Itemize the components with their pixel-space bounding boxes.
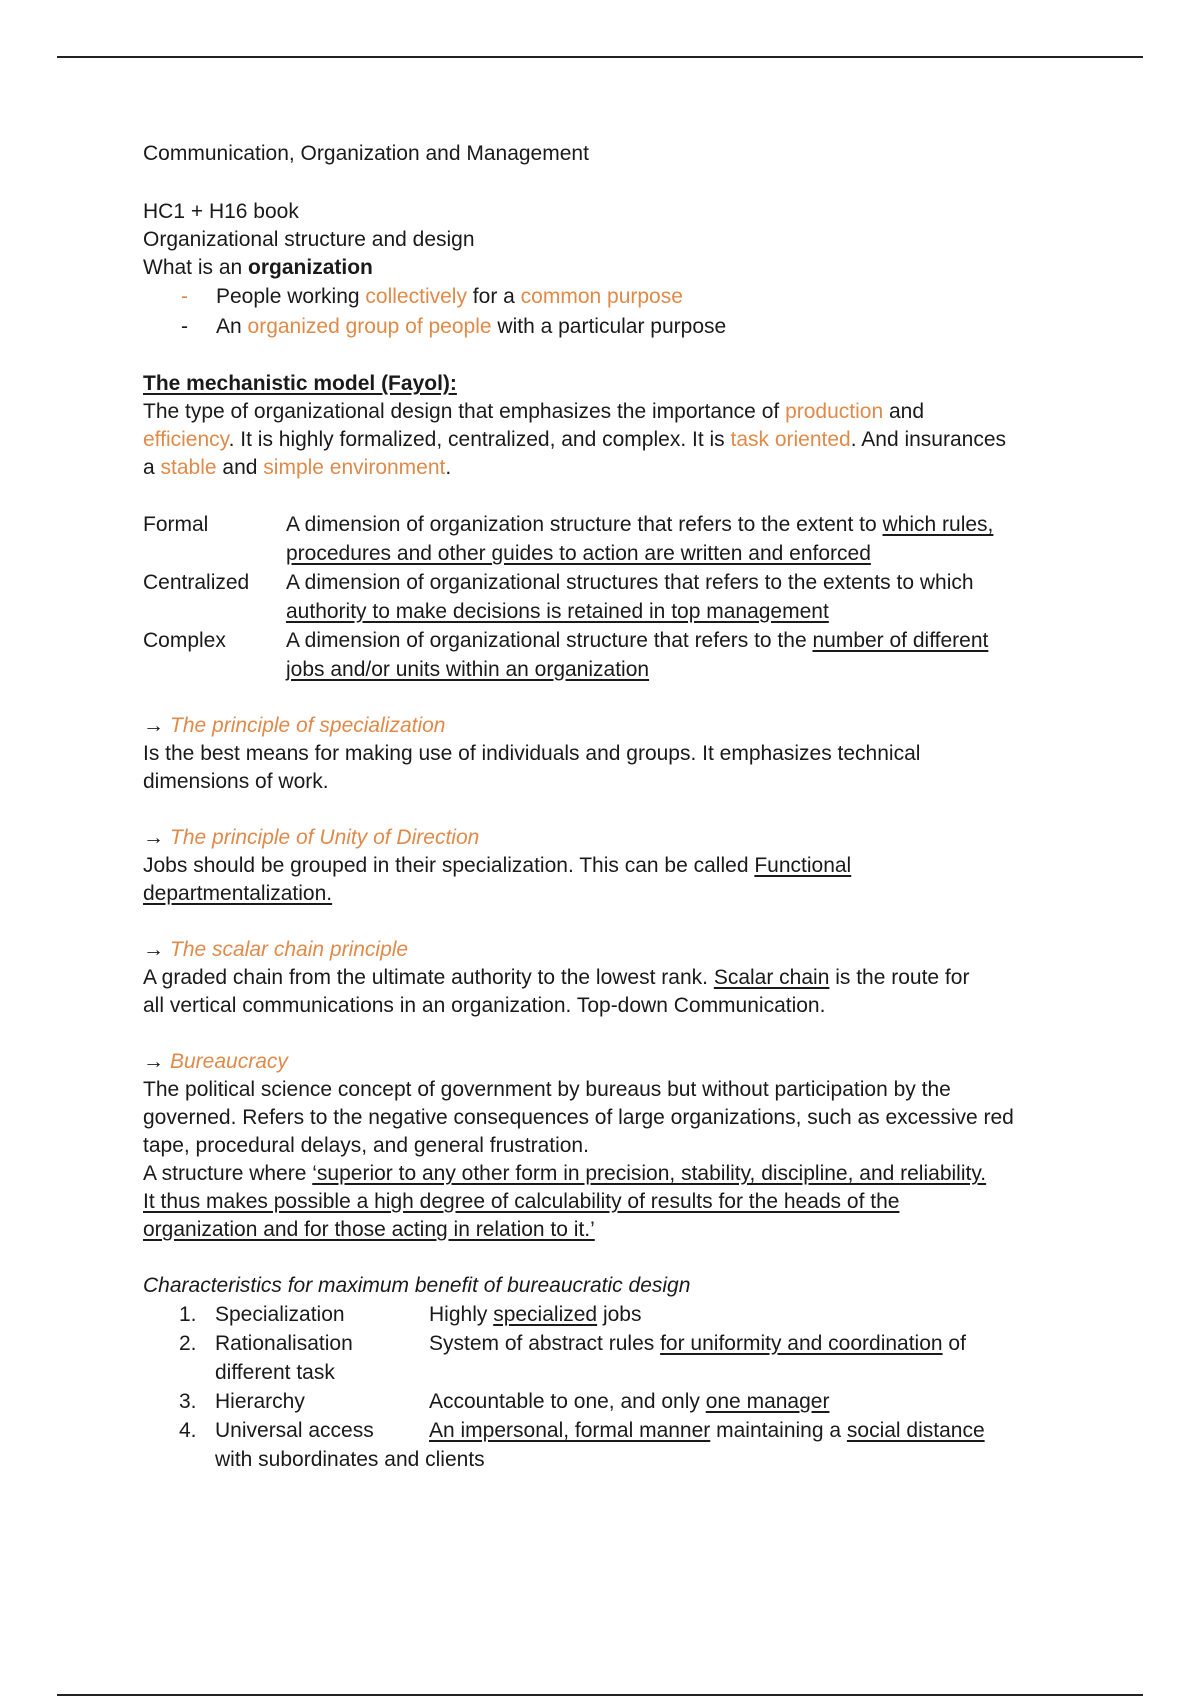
document-title: Communication, Organization and Management	[143, 142, 589, 165]
definition-row	[143, 510, 1063, 568]
mechanistic-heading: The mechanistic model (Fayol):	[143, 372, 457, 395]
arrow-icon: →	[143, 826, 164, 849]
specialization-heading: → The principle of specialization	[143, 714, 446, 737]
paragraph-line: governed. Refers to the negative consequences of large organizations, such as excessive red	[143, 1106, 1014, 1129]
scalar-heading: → The scalar chain principle	[143, 938, 409, 961]
definitions-table	[143, 510, 1063, 684]
section-subtitle: Organizational structure and design	[143, 228, 475, 251]
paragraph-line: A structure where ‘superior to any other form in precision, stability, discipline, and reliability.	[143, 1162, 987, 1185]
paragraph-line: The political science concept of government by bureaus but without participation by the	[143, 1078, 951, 1101]
bullet-dash: -	[181, 315, 188, 338]
bureaucracy-heading: → Bureaucracy	[143, 1050, 288, 1073]
paragraph-line: tape, procedural delays, and general frustration.	[143, 1134, 589, 1157]
characteristics-heading: Characteristics for maximum benefit of bureaucratic design	[143, 1274, 691, 1297]
bullet-dash: -	[181, 285, 188, 308]
list-item: 4. Universal access An impersonal, formal manner maintaining a social distance	[179, 1419, 985, 1442]
definition-term: Formal	[143, 513, 209, 536]
list-item: 2. Rationalisation System of abstract rules for uniformity and coordination of	[179, 1332, 966, 1355]
list-item: 3. Hierarchy Accountable to one, and only one manager	[179, 1390, 830, 1413]
definition-text: A dimension of organizational structures that refers to the extents to which authority to make decisions is retained in top management	[286, 571, 974, 623]
bullet-item: - People working collectively for a common purpose	[143, 282, 1063, 312]
paragraph-line: Jobs should be grouped in their specialization. This can be called Functional	[143, 854, 852, 877]
paragraph-line: a stable and simple environment.	[143, 456, 452, 479]
book-reference: HC1 + H16 book	[143, 200, 299, 223]
definition-term: Centralized	[143, 571, 250, 594]
definition-row	[143, 626, 1063, 684]
organization-question: What is an organization	[143, 256, 373, 279]
paragraph-line: dimensions of work.	[143, 770, 329, 793]
paragraph-line: Is the best means for making use of individuals and groups. It emphasizes technical	[143, 742, 921, 765]
list-item: 1. Specialization Highly specialized jobs	[179, 1303, 642, 1326]
bottom-rule	[57, 1694, 1143, 1696]
paragraph-line: organization and for those acting in relation to it.’	[143, 1218, 595, 1241]
paragraph-line: all vertical communications in an organization. Top-down Communication.	[143, 994, 826, 1017]
list-item-continuation: with subordinates and clients	[215, 1448, 485, 1471]
arrow-icon: →	[143, 1050, 164, 1073]
unity-heading: → The principle of Unity of Direction	[143, 826, 480, 849]
arrow-icon: →	[143, 938, 164, 961]
arrow-icon: →	[143, 714, 164, 737]
paragraph-line: A graded chain from the ultimate authority to the lowest rank. Scalar chain is the route for	[143, 966, 970, 989]
paragraph-line: efficiency. It is highly formalized, centralized, and complex. It is task oriented. And insurances	[143, 428, 1007, 451]
definition-text: A dimension of organization structure that refers to the extent to which rules, procedures and other guides to action are written and enforced	[286, 513, 994, 565]
paragraph-line: It thus makes possible a high degree of calculability of results for the heads of the	[143, 1190, 900, 1213]
definition-term: Complex	[143, 629, 226, 652]
paragraph-line: The type of organizational design that emphasizes the importance of production and	[143, 400, 925, 423]
top-rule	[57, 56, 1143, 58]
definition-text: A dimension of organizational structure that refers to the number of different jobs and/or units within an organization	[286, 629, 989, 681]
list-item-continuation: different task	[215, 1361, 335, 1384]
paragraph-line: departmentalization.	[143, 882, 333, 905]
definition-row	[143, 568, 1063, 626]
bullet-item: - An organized group of people with a particular purpose	[143, 312, 1063, 342]
document-page	[143, 140, 1063, 1474]
